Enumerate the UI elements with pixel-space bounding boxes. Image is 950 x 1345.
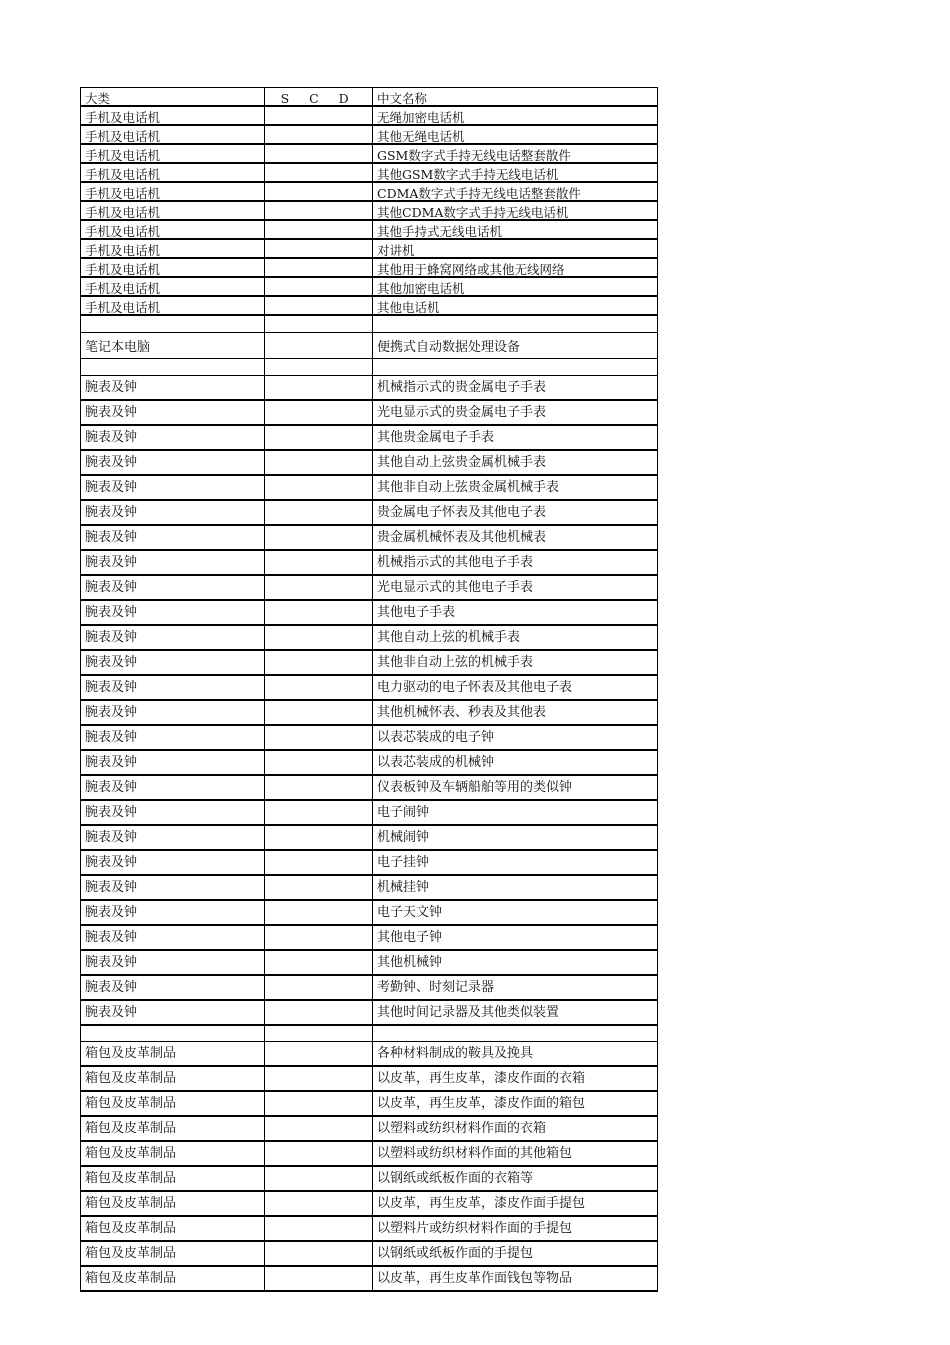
cell-scd[interactable] <box>265 144 373 163</box>
cell-scd[interactable] <box>265 550 373 575</box>
cell-category[interactable]: 手机及电话机 <box>81 220 265 239</box>
cell-chinese-name[interactable]: 便携式自动数据处理设备 <box>373 333 658 359</box>
cell-category[interactable]: 箱包及皮革制品 <box>81 1166 265 1191</box>
cell-scd[interactable] <box>265 675 373 700</box>
table-row <box>81 239 658 258</box>
table-row <box>81 1266 658 1291</box>
cell-category[interactable]: 手机及电话机 <box>81 144 265 163</box>
cell-scd[interactable] <box>265 201 373 220</box>
cell-category[interactable]: 箱包及皮革制品 <box>81 1042 265 1067</box>
cell-chinese-name[interactable]: 其他用于蜂窝网络或其他无线网络 <box>373 258 658 277</box>
cell-chinese-name[interactable]: 光电显示式的其他电子手表 <box>373 575 658 600</box>
cell-scd[interactable] <box>265 950 373 975</box>
table-row <box>81 925 658 950</box>
cell-chinese-name[interactable]: 机械指示式的其他电子手表 <box>373 550 658 575</box>
table-row <box>81 182 658 201</box>
cell-scd[interactable] <box>265 315 373 333</box>
table-row <box>81 144 658 163</box>
cell-category[interactable]: 腕表及钟 <box>81 775 265 800</box>
blank-row <box>81 1025 658 1042</box>
cell-chinese-name[interactable]: 以塑料或纺织材料作面的衣箱 <box>373 1116 658 1141</box>
blank-row <box>81 315 658 333</box>
cell-chinese-name[interactable]: 电力驱动的电子怀表及其他电子表 <box>373 675 658 700</box>
cell-scd[interactable] <box>265 800 373 825</box>
table-row <box>81 600 658 625</box>
cell-category[interactable]: 腕表及钟 <box>81 450 265 475</box>
cell-scd[interactable] <box>265 1141 373 1166</box>
table-row <box>81 650 658 675</box>
table-row <box>81 1241 658 1266</box>
cell-category[interactable]: 腕表及钟 <box>81 675 265 700</box>
cell-scd[interactable] <box>265 220 373 239</box>
table-row <box>81 875 658 900</box>
table-row <box>81 1091 658 1116</box>
cell-scd[interactable] <box>265 296 373 315</box>
table-row <box>81 750 658 775</box>
cell-chinese-name[interactable]: 无绳加密电话机 <box>373 106 658 125</box>
cell-category[interactable]: 箱包及皮革制品 <box>81 1141 265 1166</box>
table-row <box>81 525 658 550</box>
table-row <box>81 1066 658 1091</box>
table-row <box>81 775 658 800</box>
cell-chinese-name[interactable]: 其他手持式无线电话机 <box>373 220 658 239</box>
cell-category[interactable]: 箱包及皮革制品 <box>81 1216 265 1241</box>
table-row <box>81 825 658 850</box>
table-row <box>81 258 658 277</box>
cell-category[interactable]: 腕表及钟 <box>81 650 265 675</box>
cell-scd[interactable] <box>265 625 373 650</box>
cell-scd[interactable] <box>265 1000 373 1025</box>
cell-chinese-name[interactable]: 其他加密电话机 <box>373 277 658 296</box>
cell-chinese-name[interactable]: 以皮革，再生皮革，漆皮作面的箱包 <box>373 1091 658 1116</box>
cell-chinese-name[interactable]: 其他GSM数字式手持无线电话机 <box>373 163 658 182</box>
cell-category[interactable]: 手机及电话机 <box>81 201 265 220</box>
cell-scd[interactable] <box>265 125 373 144</box>
cell-category[interactable]: 腕表及钟 <box>81 600 265 625</box>
cell-category[interactable]: 腕表及钟 <box>81 700 265 725</box>
cell-scd[interactable] <box>265 1116 373 1141</box>
cell-category[interactable] <box>81 359 265 376</box>
cell-scd[interactable] <box>265 700 373 725</box>
cell-chinese-name[interactable]: 各种材料制成的鞍具及挽具 <box>373 1042 658 1067</box>
cell-scd[interactable] <box>265 850 373 875</box>
header-chinese-name[interactable]: 中文名称 <box>373 88 658 107</box>
cell-category[interactable]: 手机及电话机 <box>81 296 265 315</box>
table-row <box>81 975 658 1000</box>
table-row <box>81 675 658 700</box>
cell-chinese-name[interactable]: 机械指示式的贵金属电子手表 <box>373 376 658 401</box>
cell-category[interactable]: 手机及电话机 <box>81 125 265 144</box>
cell-category[interactable]: 箱包及皮革制品 <box>81 1066 265 1091</box>
cell-chinese-name[interactable]: 其他贵金属电子手表 <box>373 425 658 450</box>
table-row <box>81 800 658 825</box>
cell-scd[interactable] <box>265 376 373 401</box>
cell-scd[interactable] <box>265 900 373 925</box>
cell-scd[interactable] <box>265 1025 373 1042</box>
cell-scd[interactable] <box>265 525 373 550</box>
cell-category[interactable]: 箱包及皮革制品 <box>81 1266 265 1291</box>
cell-category[interactable]: 腕表及钟 <box>81 1000 265 1025</box>
table-row <box>81 900 658 925</box>
cell-category[interactable]: 腕表及钟 <box>81 850 265 875</box>
table-row <box>81 700 658 725</box>
cell-chinese-name[interactable]: 以皮革，再生皮革作面钱包等物品 <box>373 1266 658 1291</box>
header-row <box>81 88 658 107</box>
cell-scd[interactable] <box>265 750 373 775</box>
table-row <box>81 725 658 750</box>
table-row <box>81 1191 658 1216</box>
header-category[interactable]: 大类 <box>81 88 265 107</box>
table-row <box>81 376 658 401</box>
cell-chinese-name[interactable]: 电子闹钟 <box>373 800 658 825</box>
cell-chinese-name[interactable] <box>373 1025 658 1042</box>
cell-category[interactable]: 笔记本电脑 <box>81 333 265 359</box>
cell-chinese-name[interactable]: 以皮革，再生皮革，漆皮作面的衣箱 <box>373 1066 658 1091</box>
cell-scd[interactable] <box>265 775 373 800</box>
cell-chinese-name[interactable]: 机械挂钟 <box>373 875 658 900</box>
table-row <box>81 850 658 875</box>
cell-scd[interactable] <box>265 400 373 425</box>
cell-scd[interactable] <box>265 725 373 750</box>
cell-chinese-name[interactable]: 其他机械怀表、秒表及其他表 <box>373 700 658 725</box>
cell-scd[interactable] <box>265 1042 373 1067</box>
cell-chinese-name[interactable]: 电子挂钟 <box>373 850 658 875</box>
cell-chinese-name[interactable] <box>373 359 658 376</box>
table-row <box>81 1116 658 1141</box>
cell-category[interactable]: 腕表及钟 <box>81 376 265 401</box>
cell-chinese-name[interactable]: 其他自动上弦贵金属机械手表 <box>373 450 658 475</box>
cell-chinese-name[interactable]: 以塑料片或纺织材料作面的手提包 <box>373 1216 658 1241</box>
cell-scd[interactable] <box>265 575 373 600</box>
cell-chinese-name[interactable]: 其他非自动上弦的机械手表 <box>373 650 658 675</box>
table-row <box>81 550 658 575</box>
table-row <box>81 625 658 650</box>
cell-category[interactable]: 腕表及钟 <box>81 900 265 925</box>
cell-chinese-name[interactable]: 考勤钟、时刻记录器 <box>373 975 658 1000</box>
cell-scd[interactable] <box>265 825 373 850</box>
cell-chinese-name[interactable]: 其他电话机 <box>373 296 658 315</box>
cell-category[interactable]: 腕表及钟 <box>81 575 265 600</box>
table-body <box>81 88 658 1292</box>
cell-scd[interactable] <box>265 975 373 1000</box>
cell-scd[interactable] <box>265 600 373 625</box>
cell-chinese-name[interactable]: 其他电子钟 <box>373 925 658 950</box>
cell-category[interactable]: 腕表及钟 <box>81 725 265 750</box>
cell-category[interactable]: 手机及电话机 <box>81 239 265 258</box>
header-scd[interactable]: S C D <box>265 88 373 107</box>
cell-scd[interactable] <box>265 425 373 450</box>
cell-chinese-name[interactable]: 以钢纸或纸板作面的手提包 <box>373 1241 658 1266</box>
cell-scd[interactable] <box>265 1241 373 1266</box>
cell-category[interactable]: 手机及电话机 <box>81 163 265 182</box>
cell-category[interactable]: 腕表及钟 <box>81 750 265 775</box>
cell-chinese-name[interactable]: 其他时间记录器及其他类似装置 <box>373 1000 658 1025</box>
table-row <box>81 500 658 525</box>
table-row <box>81 1042 658 1067</box>
cell-scd[interactable] <box>265 650 373 675</box>
cell-chinese-name[interactable]: 以表芯装成的电子钟 <box>373 725 658 750</box>
cell-chinese-name[interactable]: CDMA数字式手持无线电话整套散件 <box>373 182 658 201</box>
table-row <box>81 106 658 125</box>
blank-row <box>81 359 658 376</box>
cell-category[interactable] <box>81 1025 265 1042</box>
table-row <box>81 1216 658 1241</box>
cell-scd[interactable] <box>265 333 373 359</box>
cell-chinese-name[interactable]: 其他非自动上弦贵金属机械手表 <box>373 475 658 500</box>
spreadsheet-table <box>80 87 658 1292</box>
cell-category[interactable]: 腕表及钟 <box>81 500 265 525</box>
cell-category[interactable]: 腕表及钟 <box>81 825 265 850</box>
cell-chinese-name[interactable]: 电子天文钟 <box>373 900 658 925</box>
cell-scd[interactable] <box>265 1166 373 1191</box>
cell-scd[interactable] <box>265 182 373 201</box>
cell-category[interactable]: 箱包及皮革制品 <box>81 1116 265 1141</box>
table-row <box>81 125 658 144</box>
cell-category[interactable]: 手机及电话机 <box>81 277 265 296</box>
cell-chinese-name[interactable]: 贵金属电子怀表及其他电子表 <box>373 500 658 525</box>
cell-scd[interactable] <box>265 359 373 376</box>
cell-scd[interactable] <box>265 277 373 296</box>
cell-scd[interactable] <box>265 1066 373 1091</box>
cell-chinese-name[interactable]: 其他CDMA数字式手持无线电话机 <box>373 201 658 220</box>
table-row <box>81 425 658 450</box>
cell-scd[interactable] <box>265 475 373 500</box>
cell-category[interactable]: 箱包及皮革制品 <box>81 1241 265 1266</box>
cell-chinese-name[interactable]: 贵金属机械怀表及其他机械表 <box>373 525 658 550</box>
table-row <box>81 1141 658 1166</box>
cell-chinese-name[interactable]: 以钢纸或纸板作面的衣箱等 <box>373 1166 658 1191</box>
table-row <box>81 201 658 220</box>
cell-chinese-name[interactable]: 以皮革，再生皮革，漆皮作面手提包 <box>373 1191 658 1216</box>
table-row <box>81 163 658 182</box>
cell-chinese-name[interactable]: 其他自动上弦的机械手表 <box>373 625 658 650</box>
cell-category[interactable]: 腕表及钟 <box>81 525 265 550</box>
table-row <box>81 220 658 239</box>
cell-scd[interactable] <box>265 106 373 125</box>
cell-category[interactable]: 腕表及钟 <box>81 975 265 1000</box>
cell-category[interactable]: 箱包及皮革制品 <box>81 1091 265 1116</box>
cell-category[interactable]: 腕表及钟 <box>81 950 265 975</box>
cell-scd[interactable] <box>265 450 373 475</box>
cell-chinese-name[interactable]: 光电显示式的贵金属电子手表 <box>373 400 658 425</box>
cell-chinese-name[interactable]: 以表芯装成的机械钟 <box>373 750 658 775</box>
cell-chinese-name[interactable]: 仪表板钟及车辆船舶等用的类似钟 <box>373 775 658 800</box>
cell-category[interactable] <box>81 315 265 333</box>
table-row <box>81 475 658 500</box>
cell-chinese-name[interactable]: GSM数字式手持无线电话整套散件 <box>373 144 658 163</box>
table-row <box>81 950 658 975</box>
cell-chinese-name[interactable]: 其他电子手表 <box>373 600 658 625</box>
cell-chinese-name[interactable]: 其他无绳电话机 <box>373 125 658 144</box>
cell-scd[interactable] <box>265 875 373 900</box>
cell-chinese-name[interactable]: 其他机械钟 <box>373 950 658 975</box>
cell-category[interactable]: 手机及电话机 <box>81 106 265 125</box>
cell-category[interactable]: 腕表及钟 <box>81 400 265 425</box>
table-row <box>81 400 658 425</box>
cell-scd[interactable] <box>265 258 373 277</box>
cell-category[interactable]: 腕表及钟 <box>81 475 265 500</box>
table-row <box>81 333 658 359</box>
table-row <box>81 575 658 600</box>
cell-chinese-name[interactable]: 机械闹钟 <box>373 825 658 850</box>
cell-category[interactable]: 手机及电话机 <box>81 258 265 277</box>
table-row <box>81 1000 658 1025</box>
cell-category[interactable]: 手机及电话机 <box>81 182 265 201</box>
cell-category[interactable]: 腕表及钟 <box>81 800 265 825</box>
table-row <box>81 450 658 475</box>
table-row <box>81 296 658 315</box>
cell-scd[interactable] <box>265 163 373 182</box>
table-row <box>81 277 658 296</box>
cell-scd[interactable] <box>265 925 373 950</box>
cell-scd[interactable] <box>265 239 373 258</box>
cell-chinese-name[interactable] <box>373 315 658 333</box>
cell-scd[interactable] <box>265 1216 373 1241</box>
cell-category[interactable]: 腕表及钟 <box>81 425 265 450</box>
cell-category[interactable]: 腕表及钟 <box>81 550 265 575</box>
cell-category[interactable]: 腕表及钟 <box>81 925 265 950</box>
cell-scd[interactable] <box>265 500 373 525</box>
cell-scd[interactable] <box>265 1091 373 1116</box>
cell-chinese-name[interactable]: 对讲机 <box>373 239 658 258</box>
cell-category[interactable]: 腕表及钟 <box>81 625 265 650</box>
cell-scd[interactable] <box>265 1266 373 1291</box>
table-row <box>81 1166 658 1191</box>
cell-chinese-name[interactable]: 以塑料或纺织材料作面的其他箱包 <box>373 1141 658 1166</box>
cell-scd[interactable] <box>265 1191 373 1216</box>
cell-category[interactable]: 箱包及皮革制品 <box>81 1191 265 1216</box>
cell-category[interactable]: 腕表及钟 <box>81 875 265 900</box>
